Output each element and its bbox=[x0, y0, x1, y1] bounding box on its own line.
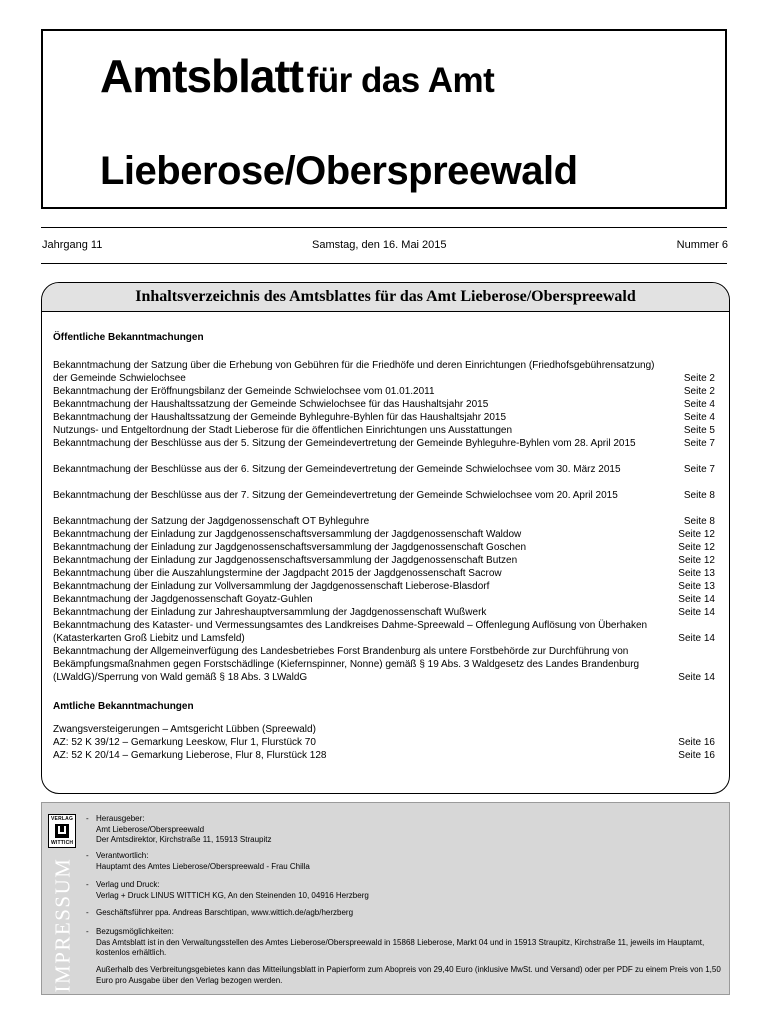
toc-entry bbox=[53, 736, 715, 749]
toc-entry-text: Bekanntmachung der Allgemeinverfügung des Landesbetriebes Forst Brandenburg als untere Forstbehörde zur Durchführung von Bekämpfungsmaßnahmen gegen Forstschädlinge (Kiefernspinner, Nonne) gemäß § 19 Abs. 3 Waldgesetz des Landes Brandenburg (LWaldG)/Sperrung von Wald gemäß § 18 Abs. 3 LWaldG bbox=[53, 646, 640, 683]
meta-bottom-rule bbox=[41, 263, 727, 264]
masthead-title-line1 bbox=[100, 49, 494, 103]
impressum-line: Außerhalb des Verbreitungsgebietes kann das Mitteilungsblatt in Papierform zum Abopreis von 29,40 Euro (inklusive MwSt. und Versand) oder per PDF zu einem Preis von 1,50 Euro pro Ausgabe über den Verlag bezogen werden. bbox=[96, 965, 721, 985]
toc-entry bbox=[53, 359, 715, 385]
impressum-line: Verlag + Druck LINUS WITTICH KG, An den Steinenden 10, 04916 Herzberg bbox=[96, 890, 369, 900]
toc-entry bbox=[53, 528, 715, 541]
toc-entry bbox=[53, 723, 715, 736]
impressum-line: Das Amtsblatt ist in den Verwaltungsstellen des Amtes Lieberose/Oberspreewald in 15868 Lieberose, Markt 04 und in 15913 Straupitz, Kirchstraße 11, jeweils im Hauptamt, kostenlos erhältlich. bbox=[96, 937, 705, 957]
impressum bbox=[41, 802, 730, 995]
toc-entry-page: Seite 5 bbox=[683, 425, 715, 436]
toc-entry-text: Bekanntmachung der Einladung zur Jagdgenossenschaftsversammlung der Jagdgenossenschaft Waldow bbox=[53, 529, 522, 540]
toc-entry bbox=[53, 424, 715, 437]
toc-entry-text: Bekanntmachung der Einladung zur Jahreshauptversammlung der Jagdgenossenschaft Wußwerk bbox=[53, 607, 487, 618]
toc-entry-page: Seite 13 bbox=[678, 568, 715, 579]
toc-entry-page: Seite 12 bbox=[678, 529, 715, 540]
masthead-title-big: Amtsblatt bbox=[100, 50, 304, 102]
impressum-line: Geschäftsführer ppa. Andreas Barschtipan, www.wittich.de/agb/herzberg bbox=[96, 908, 354, 917]
toc-entry-text: Bekanntmachung der Jagdgenossenschaft Goyatz-Guhlen bbox=[53, 594, 313, 605]
toc-entry-text: Zwangsversteigerungen – Amtsgericht Lübben (Spreewald) bbox=[53, 724, 316, 735]
logo-bottom-text: WITTICH bbox=[51, 840, 74, 846]
toc-entry-page: Seite 2 bbox=[683, 386, 715, 397]
section-heading-public: Öffentliche Bekanntmachungen bbox=[53, 332, 204, 343]
toc-entry-text: Nutzungs- und Entgeltordnung der Stadt Lieberose für die öffentlichen Einrichtungen uns Ausstattungen bbox=[53, 425, 513, 436]
toc-entry-text: Bekanntmachung der Beschlüsse aus der 6. Sitzung der Gemeindevertretung der Gemeinde Schwielochsee vom 30. März 2015 bbox=[53, 464, 621, 475]
toc-title: Inhaltsverzeichnis des Amtsblattes für das Amt Lieberose/Oberspreewald bbox=[42, 283, 729, 312]
toc-entry bbox=[53, 411, 715, 424]
toc-entry bbox=[53, 541, 715, 554]
toc-entry bbox=[53, 515, 715, 528]
toc-entry-text: Bekanntmachung der Beschlüsse aus der 5. Sitzung der Gemeindevertretung der Gemeinde Byhleguhre-Byhlen vom 28. April 2015 bbox=[53, 438, 636, 449]
toc-entry-page: Seite 7 bbox=[683, 464, 715, 475]
impressum-line: Der Amtsdirektor, Kirchstraße 11, 15913 Straupitz bbox=[96, 835, 272, 844]
impressum-bullet: - bbox=[86, 908, 89, 917]
impressum-line: Hauptamt des Amtes Lieberose/Oberspreewald - Frau Chilla bbox=[96, 861, 310, 871]
toc-entry-text: Bekanntmachung der Eröffnungsbilanz der Gemeinde Schwielochsee vom 01.01.2011 bbox=[53, 386, 435, 397]
toc-entry-page: Seite 13 bbox=[678, 581, 715, 592]
toc-entry-page: Seite 4 bbox=[683, 399, 715, 410]
impressum-block bbox=[86, 908, 724, 919]
toc-entry-text: Bekanntmachung der Einladung zur Vollversammlung der Jagdgenossenschaft Lieberose-Blasdorf bbox=[53, 581, 490, 592]
toc-entry-page: Seite 2 bbox=[683, 373, 715, 384]
issue-date: Samstag, den 16. Mai 2015 bbox=[312, 239, 447, 251]
impressum-bullet: - bbox=[86, 927, 89, 936]
impressum-block bbox=[96, 965, 724, 986]
toc-entry-text: Bekanntmachung des Kataster- und Vermessungsamtes des Landkreises Dahme-Spreewald – Offenlegung Auflösung von Überhaken (Katasterkarten Groß Liebitz und Lamsfeld) bbox=[53, 620, 648, 644]
toc-entry bbox=[53, 489, 715, 502]
impressum-bullet: - bbox=[86, 880, 89, 889]
impressum-block bbox=[86, 927, 724, 959]
toc-entry-page: Seite 14 bbox=[678, 633, 715, 644]
toc-entry-text: Bekanntmachung der Einladung zur Jagdgenossenschaftsversammlung der Jagdgenossenschaft Goschen bbox=[53, 542, 527, 553]
toc-entry-page: Seite 14 bbox=[678, 672, 715, 683]
toc-entry bbox=[53, 645, 715, 684]
impressum-block bbox=[86, 814, 724, 846]
toc-entry bbox=[53, 593, 715, 606]
toc-entry bbox=[53, 606, 715, 619]
toc-entry-page: Seite 7 bbox=[683, 438, 715, 449]
masthead-title-line2: Lieberose/Oberspreewald bbox=[100, 149, 578, 193]
toc-box bbox=[41, 282, 730, 794]
toc-entry bbox=[53, 554, 715, 567]
toc-entry-text: Bekanntmachung der Satzung der Jagdgenossenschaft OT Byhleguhre bbox=[53, 516, 370, 527]
toc-entry bbox=[53, 463, 715, 476]
impressum-line: Bezugsmöglichkeiten: bbox=[96, 927, 174, 936]
toc-entry-page: Seite 4 bbox=[683, 412, 715, 423]
toc-entry-text: Bekanntmachung der Beschlüsse aus der 7. Sitzung der Gemeindevertretung der Gemeinde Schwielochsee vom 20. April 2015 bbox=[53, 490, 618, 501]
toc-entry-page: Seite 8 bbox=[683, 490, 715, 501]
issue-number: Nummer 6 bbox=[676, 239, 728, 251]
section-heading-official: Amtliche Bekanntmachungen bbox=[53, 701, 194, 712]
jahrgang: Jahrgang 11 bbox=[42, 239, 103, 251]
toc-entry-text: Bekanntmachung der Einladung zur Jagdgenossenschaftsversammlung der Jagdgenossenschaft Butzen bbox=[53, 555, 518, 566]
impressum-line: Amt Lieberose/Oberspreewald bbox=[96, 824, 205, 834]
logo-mark-icon bbox=[55, 824, 69, 838]
masthead-title-small: für das Amt bbox=[306, 61, 495, 100]
toc-entry bbox=[53, 398, 715, 411]
logo-top-text: VERLAG bbox=[51, 816, 74, 822]
toc-entry-page: Seite 8 bbox=[683, 516, 715, 527]
impressum-bullet: - bbox=[86, 814, 89, 823]
impressum-line: Herausgeber: bbox=[96, 814, 145, 823]
toc-entry bbox=[53, 749, 715, 762]
toc-entry-page: Seite 16 bbox=[678, 750, 715, 761]
toc-entry-page: Seite 14 bbox=[678, 607, 715, 618]
toc-entry-page: Seite 12 bbox=[678, 542, 715, 553]
meta-top-rule bbox=[41, 227, 727, 228]
impressum-bullet: - bbox=[86, 851, 89, 860]
impressum-line: Verantwortlich: bbox=[96, 851, 149, 860]
toc-entry-text: Bekanntmachung über die Auszahlungstermine der Jagdpacht 2015 der Jagdgenossenschaft Sacrow bbox=[53, 568, 502, 579]
toc-entry-text: AZ: 52 K 20/14 – Gemarkung Lieberose, Flur 8, Flurstück 128 bbox=[53, 750, 327, 761]
toc-entry-text: AZ: 52 K 39/12 – Gemarkung Leeskow, Flur 1, Flurstück 70 bbox=[53, 737, 316, 748]
toc-entry-text: Bekanntmachung der Satzung über die Erhebung von Gebühren für die Friedhöfe und deren Einrichtungen (Friedhofsgebührensatzung) der Gemeinde Schwielochsee bbox=[53, 360, 655, 384]
toc-entry-page: Seite 16 bbox=[678, 737, 715, 748]
toc-entry bbox=[53, 619, 715, 645]
toc-entry-page: Seite 12 bbox=[678, 555, 715, 566]
toc-entry-text: Bekanntmachung der Haushaltssatzung der Gemeinde Schwielochsee für das Haushaltsjahr 2015 bbox=[53, 399, 489, 410]
toc-entry bbox=[53, 567, 715, 580]
toc-entry bbox=[53, 385, 715, 398]
toc-entry-page: Seite 14 bbox=[678, 594, 715, 605]
toc-entry-text: Bekanntmachung der Haushaltssatzung der Gemeinde Byhleguhre-Byhlen für das Haushaltsjahr 2015 bbox=[53, 412, 507, 423]
toc-entry bbox=[53, 580, 715, 593]
masthead bbox=[41, 29, 727, 209]
toc-entry bbox=[53, 437, 715, 450]
impressum-block bbox=[86, 851, 724, 872]
wittich-logo bbox=[48, 814, 76, 848]
impressum-vertical-label: IMPRESSUM bbox=[50, 857, 75, 993]
impressum-block bbox=[86, 880, 724, 901]
impressum-line: Verlag und Druck: bbox=[96, 880, 160, 889]
